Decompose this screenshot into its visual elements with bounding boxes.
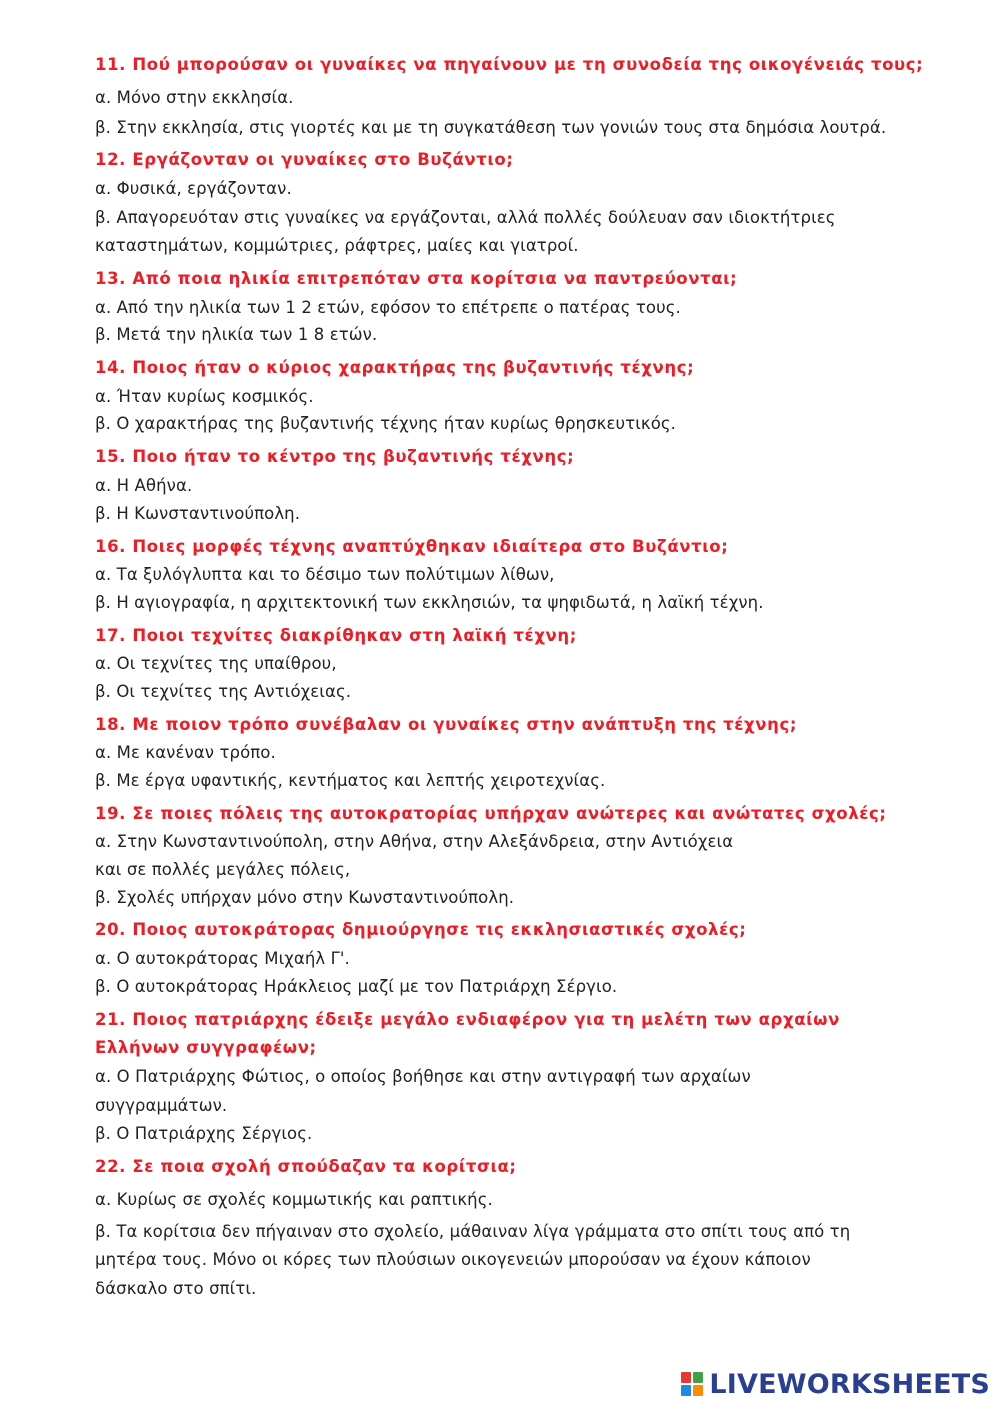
answer-option: α. Από την ηλικία των 1 2 ετών, εφόσον το επέτρεπε ο πατέρας τους.	[95, 298, 681, 317]
logo-blocks-icon	[681, 1372, 703, 1396]
answer-option: β. Τα κορίτσια δεν πήγαιναν στο σχολείο, μάθαιναν λίγα γράμματα στο σπίτι τους από τη	[95, 1222, 851, 1241]
question-text: 15. Ποιο ήταν το κέντρο της βυζαντινής τέχνης;	[95, 447, 575, 466]
answer-option: καταστημάτων, κομμώτριες, ράφτρες, μαίες και γιατροί.	[95, 236, 579, 255]
question-text: 14. Ποιος ήταν ο κύριος χαρακτήρας της βυζαντινής τέχνης;	[95, 358, 695, 377]
logo-text: LIVEWORKSHEETS	[709, 1368, 990, 1400]
answer-option: συγγραμμάτων.	[95, 1096, 228, 1115]
answer-option: β. Σχολές υπήρχαν μόνο στην Κωνσταντινούπολη.	[95, 888, 515, 907]
answer-option: α. Φυσικά, εργάζονταν.	[95, 179, 292, 198]
answer-option: α. Ο αυτοκράτορας Μιχαήλ Γ'.	[95, 949, 350, 968]
answer-option: β. Ο Πατριάρχης Σέργιος.	[95, 1124, 313, 1143]
answer-option: β. Οι τεχνίτες της Αντιόχειας.	[95, 682, 352, 701]
question-text: 11. Πού μπορούσαν οι γυναίκες να πηγαίνουν με τη συνοδεία της οικογένειάς τους;	[95, 55, 924, 74]
liveworksheets-logo	[681, 1367, 990, 1401]
answer-option: α. Με κανέναν τρόπο.	[95, 743, 276, 762]
answer-option: β. Στην εκκλησία, στις γιορτές και με τη συγκατάθεση των γονιών τους στα δημόσια λουτρά.	[95, 118, 887, 137]
logo-block	[681, 1385, 691, 1396]
answer-option: α. Στην Κωνσταντινούπολη, στην Αθήνα, στην Αλεξάνδρεια, στην Αντιόχεια	[95, 832, 734, 851]
answer-option: μητέρα τους. Μόνο οι κόρες των πλούσιων οικογενειών μπορούσαν να έχουν κάποιον	[95, 1250, 811, 1269]
answer-option: β. Απαγορευόταν στις γυναίκες να εργάζονται, αλλά πολλές δούλευαν σαν ιδιοκτήτριες	[95, 208, 836, 227]
answer-option: α. Μόνο στην εκκλησία.	[95, 88, 294, 107]
answer-option: β. Ο αυτοκράτορας Ηράκλειος μαζί με τον Πατριάρχη Σέργιο.	[95, 977, 618, 996]
question-text: 16. Ποιες μορφές τέχνης αναπτύχθηκαν ιδιαίτερα στο Βυζάντιο;	[95, 537, 729, 556]
logo-block	[693, 1385, 703, 1396]
question-text: 17. Ποιοι τεχνίτες διακρίθηκαν στη λαϊκή τέχνη;	[95, 626, 577, 645]
answer-option: β. Η Κωνσταντινούπολη.	[95, 504, 301, 523]
answer-option: α. Κυρίως σε σχολές κομμωτικής και ραπτικής.	[95, 1190, 493, 1209]
answer-option: β. Με έργα υφαντικής, κεντήματος και λεπτής χειροτεχνίας.	[95, 771, 606, 790]
answer-option: δάσκαλο στο σπίτι.	[95, 1279, 257, 1298]
answer-option: α. Τα ξυλόγλυπτα και το δέσιμο των πολύτιμων λίθων,	[95, 565, 555, 584]
question-text: 20. Ποιος αυτοκράτορας δημιούργησε τις εκκλησιαστικές σχολές;	[95, 920, 747, 939]
answer-option: α. Ήταν κυρίως κοσμικός.	[95, 387, 314, 406]
answer-option: β. Ο χαρακτήρας της βυζαντινής τέχνης ήταν κυρίως θρησκευτικός.	[95, 414, 677, 433]
question-text: 19. Σε ποιες πόλεις της αυτοκρατορίας υπήρχαν ανώτερες και ανώτατες σχολές;	[95, 804, 887, 823]
answer-option: β. Μετά την ηλικία των 1 8 ετών.	[95, 325, 378, 344]
logo-block	[681, 1372, 691, 1383]
question-text: 13. Από ποια ηλικία επιτρεπόταν στα κορίτσια να παντρεύονται;	[95, 269, 738, 288]
question-text: 12. Εργάζονταν οι γυναίκες στο Βυζάντιο;	[95, 150, 514, 169]
answer-option: και σε πολλές μεγάλες πόλεις,	[95, 860, 351, 879]
question-text: 22. Σε ποια σχολή σπούδαζαν τα κορίτσια;	[95, 1157, 517, 1176]
answer-option: β. Η αγιογραφία, η αρχιτεκτονική των εκκλησιών, τα ψηφιδωτά, η λαϊκή τέχνη.	[95, 593, 764, 612]
question-text: 18. Με ποιον τρόπο συνέβαλαν οι γυναίκες στην ανάπτυξη της τέχνης;	[95, 715, 798, 734]
question-text: 21. Ποιος πατριάρχης έδειξε μεγάλο ενδιαφέρον για τη μελέτη των αρχαίων	[95, 1010, 840, 1029]
question-text: Ελλήνων συγγραφέων;	[95, 1038, 317, 1057]
answer-option: α. Η Αθήνα.	[95, 476, 193, 495]
answer-option: α. Οι τεχνίτες της υπαίθρου,	[95, 654, 337, 673]
answer-option: α. Ο Πατριάρχης Φώτιος, ο οποίος βοήθησε και στην αντιγραφή των αρχαίων	[95, 1067, 751, 1086]
logo-block	[693, 1372, 703, 1383]
